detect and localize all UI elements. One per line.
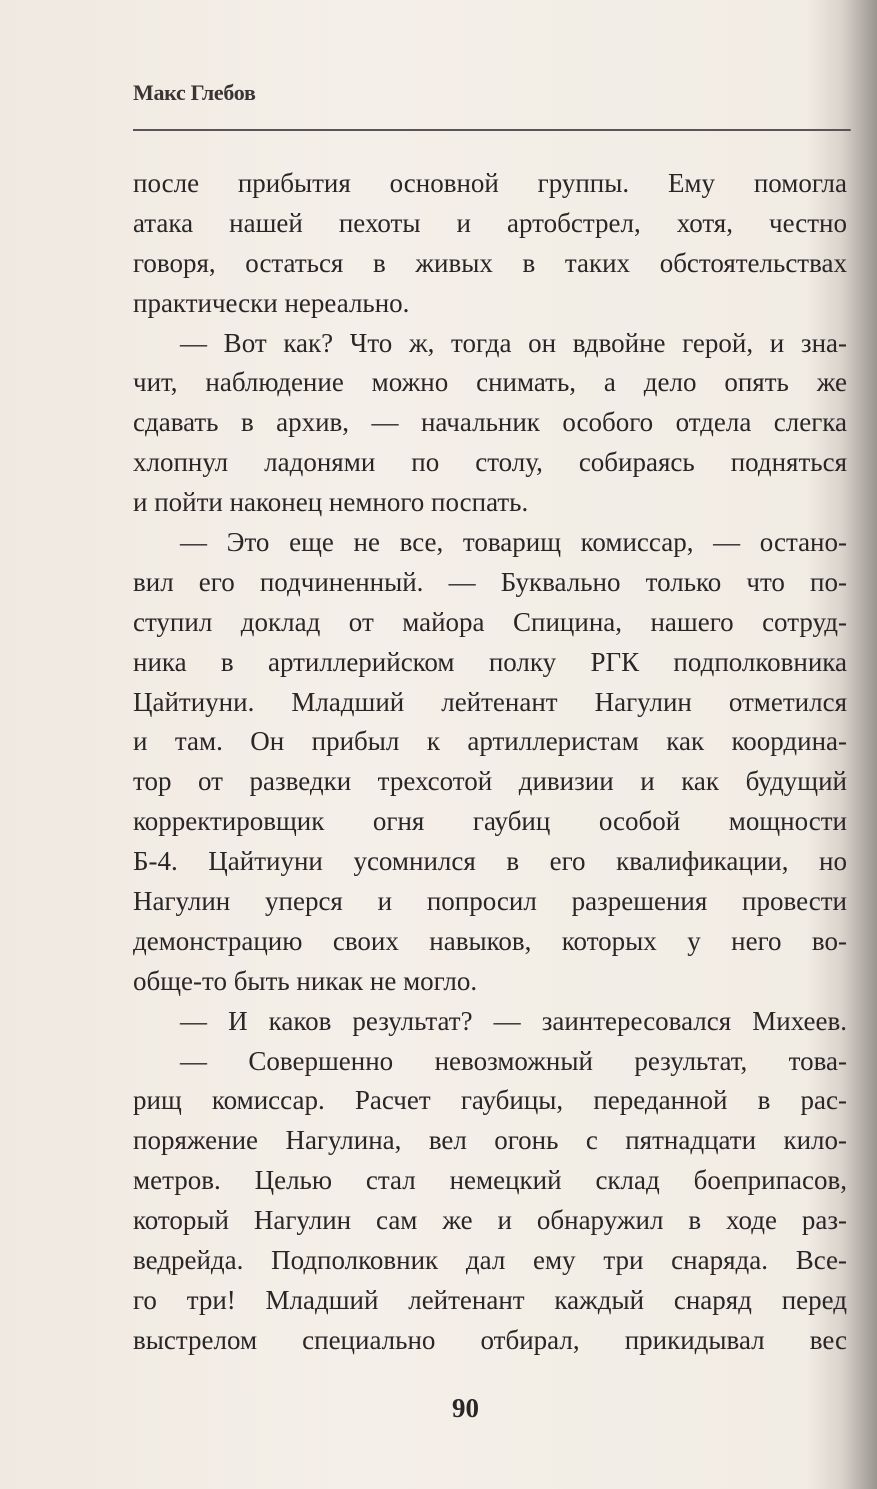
text-line: рищ комиссар. Расчет гаубицы, переданной в рас- [133,1085,847,1116]
text-line: метров. Целью стал немецкий склад боеприпасов, [133,1165,847,1196]
text-line: обще-то быть никак не могло. [133,965,478,996]
text-line: ведрейда. Подполковник дал ему три снаряда. Все- [133,1245,847,1276]
text-line: демонстрацию своих навыков, которых у него во- [133,925,847,956]
text-line: — И каков результат? — заинтересовался Михеев. [180,1005,847,1036]
text-line: поряжение Нагулина, вел огонь с пятнадцати кило- [133,1125,847,1156]
text-line: корректировщик огня гаубиц особой мощности [133,806,847,837]
text-line: говоря, остаться в живых в таких обстоятельствах [133,247,847,278]
text-line: и там. Он прибыл к артиллеристам как координа- [133,726,847,757]
text-line: — Вот как? Что ж, тогда он вдвойне герой, и зна- [180,327,847,358]
text-line: Б-4. Цайтиуни усомнился в его квалификации, но [133,846,847,877]
text-line: го три! Младший лейтенант каждый снаряд перед [133,1284,847,1315]
text-line: Цайтиуни. Младший лейтенант Нагулин отметился [133,686,847,717]
text-line: — Совершенно невозможный результат, това- [180,1045,847,1076]
text-line: ника в артиллерийском полку РГК подполковника [133,646,847,677]
text-line: который Нагулин сам же и обнаружил в ходе раз- [133,1205,847,1236]
text-line: вил его подчиненный. — Буквально только что по- [133,566,847,597]
text-line: чит, наблюдение можно снимать, а дело опять же [133,367,847,398]
text-line: тор от разведки трехсотой дивизии и как будущий [133,766,847,797]
text-line: атака нашей пехоты и артобстрел, хотя, честно [133,207,847,238]
text-line: хлопнул ладонями по столу, собираясь подняться [133,447,847,478]
header-rule [133,129,851,131]
text-line: Нагулин уперся и попросил разрешения провести [133,886,847,917]
body-text [133,164,847,1361]
text-line: ступил доклад от майора Спицина, нашего сотруд- [133,606,847,637]
text-line: после прибытия основной группы. Ему помогла [133,168,847,198]
text-line: и пойти наконец немного поспать. [133,487,529,518]
page-number: 90 [452,1393,479,1423]
text-line: выстрелом специально отбирал, прикидывал вес [133,1324,847,1355]
text-line: — Это еще не все, товарищ комиссар, — остано- [180,527,847,558]
text-line: сдавать в архив, — начальник особого отдела слегка [133,407,847,438]
text-line: практически нереально. [133,287,410,318]
running-header-author: Макс Глебов [133,80,256,105]
